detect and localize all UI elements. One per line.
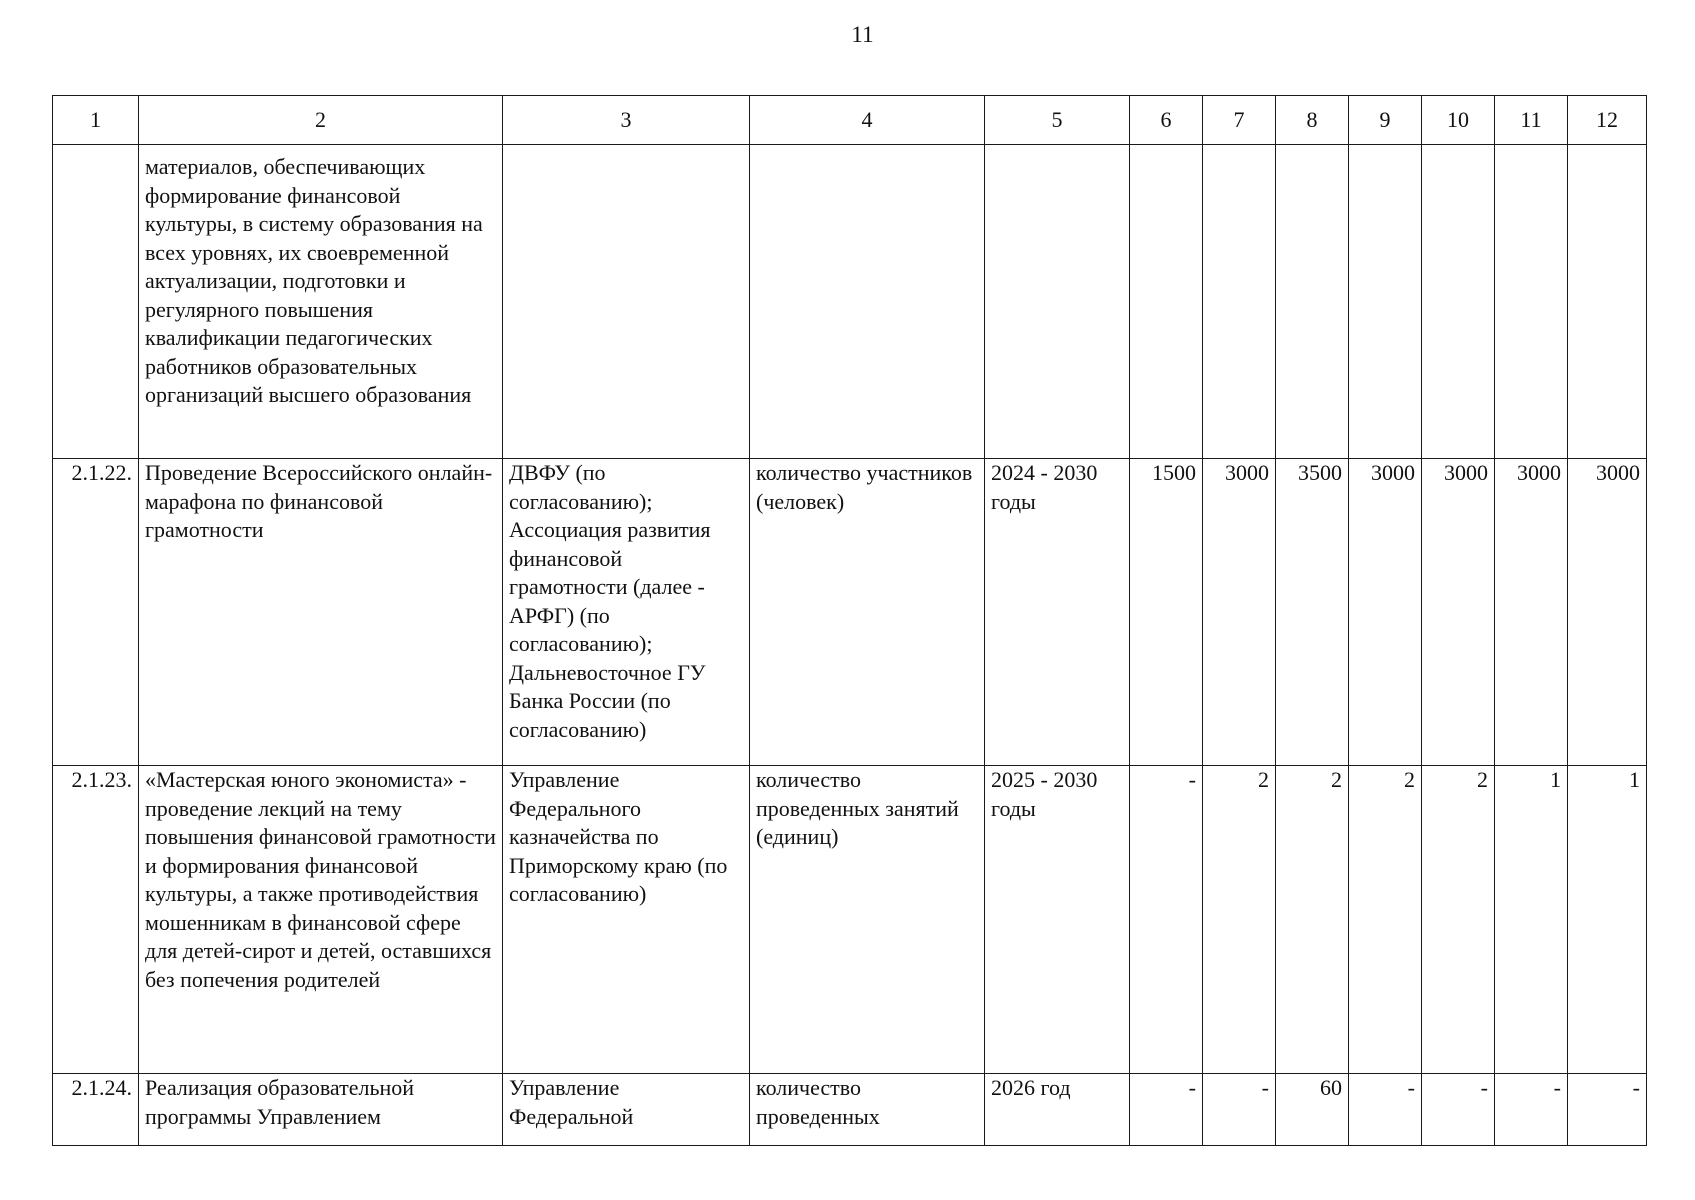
page-number: 11 (851, 22, 874, 47)
indicator-value: 3000 (1203, 459, 1276, 766)
responsible-party: Управление Федерального казначейства по Приморскому краю (по согласованию) (503, 766, 750, 1074)
indicator-value: 2 (1203, 766, 1276, 1074)
responsible-party (503, 145, 750, 459)
column-header: 6 (1130, 96, 1203, 145)
indicator-name: количество проведенных (750, 1074, 985, 1146)
column-header: 8 (1276, 96, 1349, 145)
responsible-party: ДВФУ (по согласованию); Ассоциация развития финансовой грамотности (далее - АРФГ) (по согласованию); Дальневосточное ГУ Банка России (по согласованию) (503, 459, 750, 766)
indicator-value: 3000 (1349, 459, 1422, 766)
indicator-value: 2 (1276, 766, 1349, 1074)
event-description: Реализация образовательной программы Управлением (139, 1074, 503, 1146)
column-header: 12 (1568, 96, 1647, 145)
row-number: 2.1.23. (53, 766, 139, 1074)
row-number: 2.1.22. (53, 459, 139, 766)
responsible-party: Управление Федеральной (503, 1074, 750, 1146)
header-row (53, 96, 1647, 145)
table-row (53, 1074, 1647, 1146)
indicator-name: количество проведенных занятий (единиц) (750, 766, 985, 1074)
column-header: 5 (985, 96, 1130, 145)
indicator-value: 3000 (1495, 459, 1568, 766)
indicator-value (1276, 145, 1349, 459)
indicator-value: - (1349, 1074, 1422, 1146)
indicator-name (750, 145, 985, 459)
indicator-value: - (1130, 1074, 1203, 1146)
indicator-value: - (1495, 1074, 1568, 1146)
table-row (53, 766, 1647, 1074)
indicator-value: 3000 (1422, 459, 1495, 766)
column-header: 11 (1495, 96, 1568, 145)
indicator-value: 2 (1349, 766, 1422, 1074)
indicator-value: 2 (1422, 766, 1495, 1074)
period: 2026 год (985, 1074, 1130, 1146)
column-header: 7 (1203, 96, 1276, 145)
column-header: 3 (503, 96, 750, 145)
period (985, 145, 1130, 459)
indicator-value (1349, 145, 1422, 459)
column-header: 9 (1349, 96, 1422, 145)
table-row (53, 145, 1647, 459)
indicator-value (1130, 145, 1203, 459)
row-number (53, 145, 139, 459)
indicator-value: 1 (1495, 766, 1568, 1074)
plan-table (52, 95, 1647, 1146)
column-header: 4 (750, 96, 985, 145)
row-number: 2.1.24. (53, 1074, 139, 1146)
event-description: Проведение Всероссийского онлайн-марафона по финансовой грамотности (139, 459, 503, 766)
indicator-name: количество участников (человек) (750, 459, 985, 766)
period: 2025 - 2030 годы (985, 766, 1130, 1074)
column-header: 2 (139, 96, 503, 145)
indicator-value: 3500 (1276, 459, 1349, 766)
column-header: 10 (1422, 96, 1495, 145)
event-description: «Мастерская юного экономиста» - проведение лекций на тему повышения финансовой грамотности и формирования финансовой культуры, а также противодействия мошенникам в финансовой сфере для детей-сирот и детей, оставшихся без попечения родителей (139, 766, 503, 1074)
indicator-value (1422, 145, 1495, 459)
indicator-value (1203, 145, 1276, 459)
indicator-value: - (1203, 1074, 1276, 1146)
indicator-value: 60 (1276, 1074, 1349, 1146)
indicator-value: - (1130, 766, 1203, 1074)
indicator-value: 1 (1568, 766, 1647, 1074)
period: 2024 - 2030 годы (985, 459, 1130, 766)
event-description: материалов, обеспечивающих формирование финансовой культуры, в систему образования на всех уровнях, их своевременной актуализации, подготовки и регулярного повышения квалификации педагогических работников образовательных организаций высшего образования (139, 145, 503, 459)
indicator-value: 1500 (1130, 459, 1203, 766)
indicator-value (1495, 145, 1568, 459)
indicator-value (1568, 145, 1647, 459)
indicator-value: 3000 (1568, 459, 1647, 766)
indicator-value: - (1422, 1074, 1495, 1146)
indicator-value: - (1568, 1074, 1647, 1146)
column-header: 1 (53, 96, 139, 145)
table-row (53, 459, 1647, 766)
